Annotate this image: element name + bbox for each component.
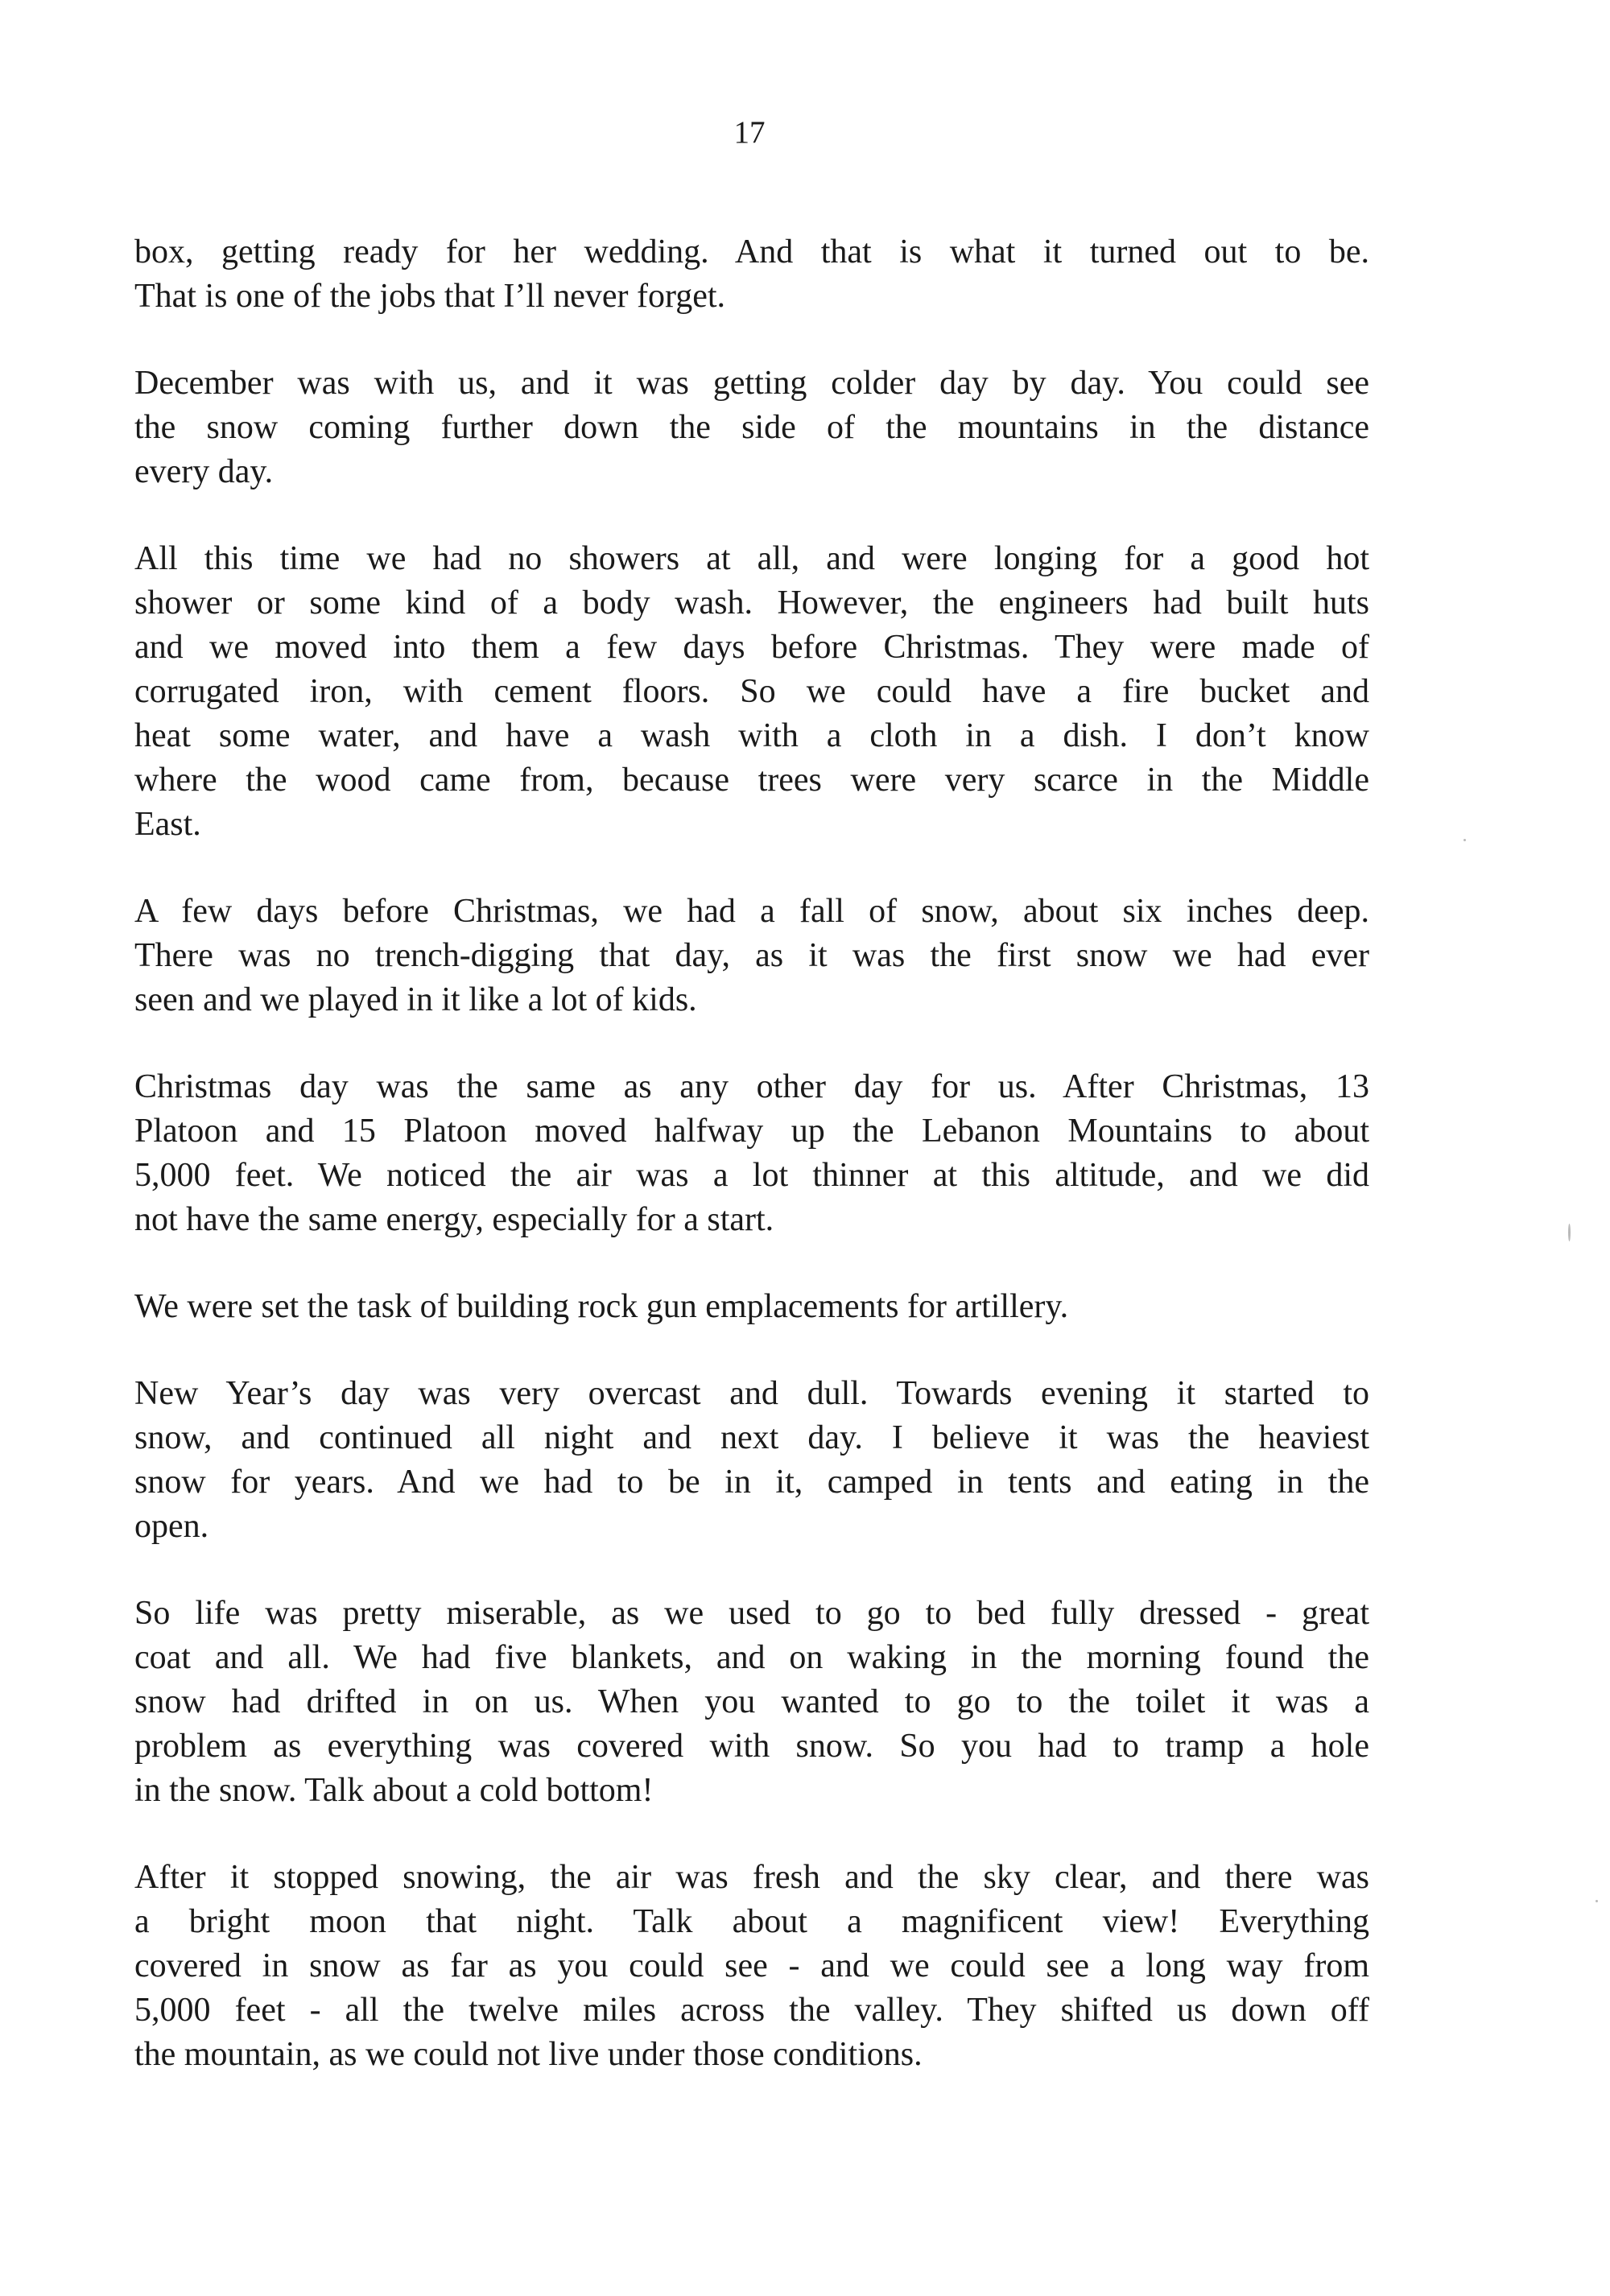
paragraph-2: [134, 361, 1369, 494]
text-line: snow, and continued all night and next day. I believe it was the heaviest: [134, 1419, 1369, 1456]
paragraph-9: [134, 1856, 1369, 2077]
text-line: After it stopped snowing, the air was fresh and the sky clear, and there was: [134, 1859, 1369, 1896]
paragraph-4: [134, 890, 1369, 1022]
text-line: not have the same energy, especially for a start.: [134, 1201, 774, 1238]
text-line: and we moved into them a few days before Christmas. They were made of: [134, 629, 1369, 666]
text-line: 5,000 feet - all the twelve miles across the valley. They shifted us down off: [134, 1992, 1369, 2029]
text-line: So life was pretty miserable, as we used to go to bed fully dressed - great: [134, 1595, 1369, 1632]
text-line: covered in snow as far as you could see - and we could see a long way from: [134, 1947, 1369, 1984]
text-line: open.: [134, 1508, 209, 1545]
text-line: There was no trench-digging that day, as it was the first snow we had ever: [134, 937, 1369, 974]
text-line: seen and we played in it like a lot of kids.: [134, 981, 697, 1018]
text-line: A few days before Christmas, we had a fall of snow, about six inches deep.: [134, 893, 1369, 930]
paragraph-5: [134, 1065, 1369, 1242]
scan-speck: [1596, 1900, 1598, 1902]
page-number: 17: [733, 115, 766, 150]
text-line: Platoon and 15 Platoon moved halfway up the Lebanon Mountains to about: [134, 1113, 1369, 1150]
text-line: every day.: [134, 453, 274, 490]
text-line: where the wood came from, because trees were very scarce in the Middle: [134, 762, 1369, 799]
text-line: box, getting ready for her wedding. And that is what it turned out to be.: [134, 233, 1369, 270]
text-line: a bright moon that night. Talk about a magnificent view! Everything: [134, 1903, 1369, 1940]
paragraph-8: [134, 1592, 1369, 1813]
text-line: December was with us, and it was getting colder day by day. You could see: [134, 365, 1369, 402]
paragraph-7: [134, 1372, 1369, 1549]
text-line: We were set the task of building rock gun emplacements for artillery.: [134, 1288, 1069, 1325]
paragraph-1: [134, 230, 1369, 319]
text-line: the mountain, as we could not live under those conditions.: [134, 2036, 923, 2073]
text-line: the snow coming further down the side of the mountains in the distance: [134, 409, 1369, 446]
text-line: snow for years. And we had to be in it, camped in tents and eating in the: [134, 1464, 1369, 1501]
paragraph-3: [134, 537, 1369, 847]
text-line: heat some water, and have a wash with a cloth in a dish. I don’t know: [134, 717, 1369, 754]
text-line: East.: [134, 806, 201, 843]
scan-speck: [1463, 839, 1466, 841]
text-line: corrugated iron, with cement floors. So we could have a fire bucket and: [134, 673, 1369, 710]
paragraph-6: [134, 1285, 1369, 1329]
text-line: snow had drifted in on us. When you wanted to go to the toilet it was a: [134, 1683, 1369, 1720]
text-line: New Year’s day was very overcast and dull. Towards evening it started to: [134, 1375, 1369, 1412]
text-line: problem as everything was covered with snow. So you had to tramp a hole: [134, 1728, 1369, 1765]
text-line: shower or some kind of a body wash. However, the engineers had built huts: [134, 584, 1369, 621]
scan-speck: [1568, 1224, 1571, 1241]
text-line: in the snow. Talk about a cold bottom!: [134, 1772, 654, 1809]
text-line: Christmas day was the same as any other day for us. After Christmas, 13: [134, 1068, 1369, 1105]
text-line: That is one of the jobs that I’ll never forget.: [134, 278, 726, 315]
text-line: All this time we had no showers at all, and were longing for a good hot: [134, 540, 1369, 577]
text-line: coat and all. We had five blankets, and on waking in the morning found the: [134, 1639, 1369, 1676]
page-body: [134, 230, 1369, 2120]
text-line: 5,000 feet. We noticed the air was a lot thinner at this altitude, and we did: [134, 1157, 1369, 1194]
